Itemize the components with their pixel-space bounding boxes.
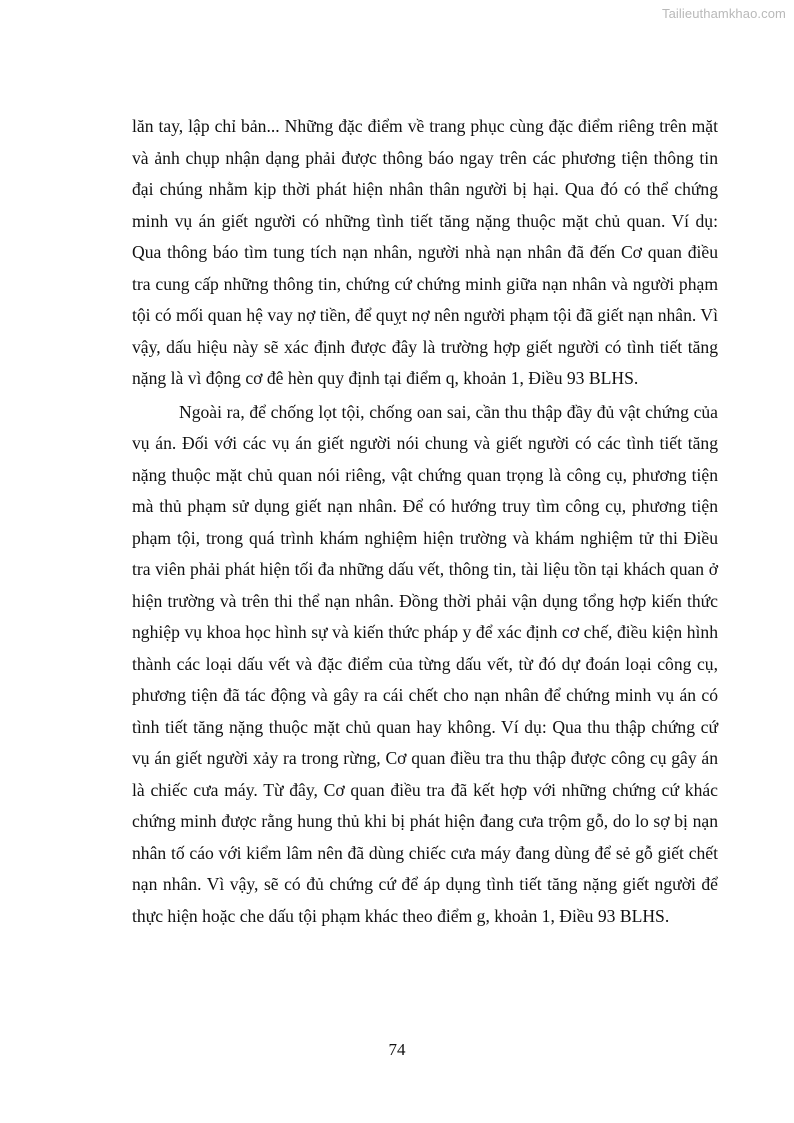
page-number: 74 [388, 1040, 406, 1059]
document-body [132, 111, 718, 932]
paragraph-continued: lăn tay, lập chỉ bản... Những đặc điểm về trang phục cùng đặc điểm riêng trên mặt và ảnh chụp nhận dạng phải được thông báo ngay trên các phương tiện thông tin đại chúng nhằm kịp thời phát hiện nhân thân người bị hại. Qua đó có thể chứng minh vụ án giết người có những tình tiết tăng nặng thuộc mặt chủ quan. Ví dụ: Qua thông báo tìm tung tích nạn nhân, người nhà nạn nhân đã đến Cơ quan điều tra cung cấp những thông tin, chứng cứ chứng minh giữa nạn nhân và người phạm tội có mối quan hệ vay nợ tiền, để quỵt nợ nên người phạm tội đã giết nạn nhân. Vì vậy, dấu hiệu này sẽ xác định được đây là trường hợp giết người có tình tiết tăng nặng là vì động cơ đê hèn quy định tại điểm q, khoản 1, Điều 93 BLHS. [132, 116, 718, 388]
watermark-text: Tailieuthamkhao.com [661, 6, 786, 21]
paragraph: Ngoài ra, để chống lọt tội, chống oan sai, cần thu thập đầy đủ vật chứng của vụ án. Đối với các vụ án giết người nói chung và giết người có các tình tiết tăng nặng thuộc mặt chủ quan nói riêng, vật chứng quan trọng là công cụ, phương tiện mà thủ phạm sử dụng giết nạn nhân. Để có hướng truy tìm công cụ, phương tiện phạm tội, trong quá trình khám nghiệm hiện trường và khám nghiệm tử thi Điều tra viên phải phát hiện tối đa những dấu vết, thông tin, tài liệu tồn tại khách quan ở hiện trường và trên thi thể nạn nhân. Đồng thời phải vận dụng tổng hợp kiến thức nghiệp vụ khoa học hình sự và kiến thức pháp y để xác định cơ chế, điều kiện hình thành các loại dấu vết và đặc điểm của từng dấu vết, từ đó dự đoán loại công cụ, phương tiện đã tác động và gây ra cái chết cho nạn nhân để chứng minh vụ án có tình tiết tăng nặng thuộc mặt chủ quan hay không. Ví dụ: Qua thu thập chứng cứ vụ án giết người xảy ra trong rừng, Cơ quan điều tra thu thập được công cụ gây án là chiếc cưa máy. Từ đây, Cơ quan điều tra đã kết hợp với những chứng cứ khác chứng minh được rằng hung thủ khi bị phát hiện đang cưa trộm gỗ, do lo sợ bị nạn nhân tố cáo với kiểm lâm nên đã dùng chiếc cưa máy đang dùng để sẻ gỗ giết chết nạn nhân. Vì vậy, sẽ có đủ chứng cứ để áp dụng tình tiết tăng nặng giết người để thực hiện hoặc che dấu tội phạm khác theo điểm g, khoản 1, Điều 93 BLHS. [132, 401, 718, 926]
